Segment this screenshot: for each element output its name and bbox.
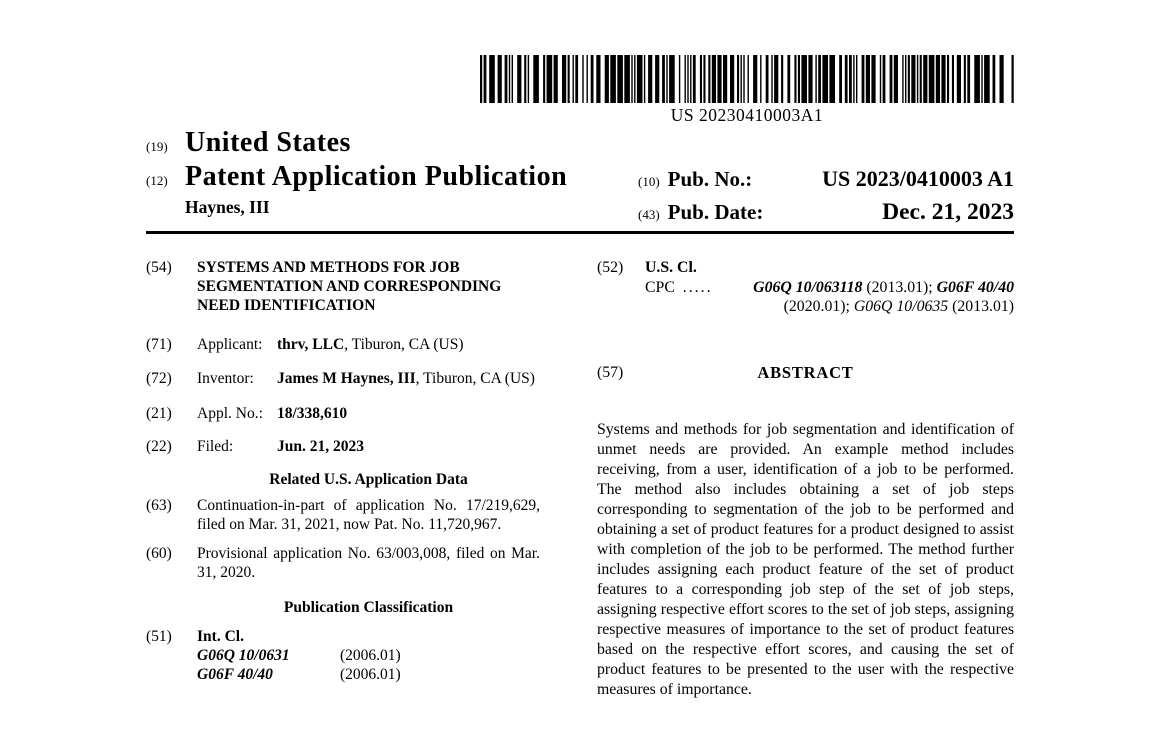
cpc-section: [597, 278, 1014, 317]
related-60-field-code: (60): [146, 545, 172, 562]
applicant-name: thrv, LLC: [277, 336, 345, 353]
doc-type-kind-code: (12): [146, 173, 168, 188]
related-60-text: Provisional application No. 63/003,008, filed on Mar. 31, 2020.: [197, 545, 540, 581]
us-cl-section: [597, 258, 1014, 278]
appl-no-section: [146, 404, 540, 423]
related-63-text: Continuation-in-part of application No. 17/219,629, filed on Mar. 31, 2021, now Pat. No. 11,720,967.: [197, 497, 540, 533]
publication-classification-heading: Publication Classification: [283, 599, 454, 616]
int-cl-entry-row: [146, 665, 540, 684]
inventor-inner: [197, 369, 540, 388]
inventor-address: , Tiburon, CA (US): [415, 370, 535, 387]
country-name: United States: [185, 127, 351, 158]
inventor-field-code: (72): [146, 370, 172, 387]
pub-date-label: Pub. Date:: [667, 200, 764, 224]
pub-date-line: [638, 197, 1014, 230]
header-left: [146, 126, 567, 218]
applicant-label: Applicant:: [197, 336, 263, 353]
country-line: [146, 126, 567, 160]
appl-no-value: 18/338,610: [277, 405, 348, 422]
filed-field-code: (22): [146, 438, 172, 455]
inventor-name: James M Haynes, III: [277, 370, 416, 387]
filed-section: [146, 437, 540, 456]
pub-date-kind-code: (43): [638, 207, 660, 222]
barcode-image: [480, 55, 1014, 103]
cpc-code: G06F 40/40: [936, 278, 1014, 296]
int-cl-entry-code: G06F 40/40: [197, 666, 273, 683]
inventor-value: [277, 369, 535, 388]
cpc-version: (2020.01);: [783, 298, 854, 315]
doc-type-line: [146, 160, 567, 194]
related-data-heading: Related U.S. Application Data: [269, 471, 468, 488]
int-cl-field-code: (51): [146, 628, 172, 645]
abstract-heading: ABSTRACT: [757, 362, 854, 382]
barcode-number: US 20230410003A1: [670, 105, 824, 125]
int-cl-entry-row: [146, 646, 540, 665]
us-cl-field-code: (52): [597, 259, 624, 276]
int-cl-entry-version: (2006.01): [340, 647, 401, 664]
cpc-label: CPC: [645, 278, 675, 296]
cpc-code: G06Q 10/063118: [753, 278, 863, 296]
cpc-code: G06Q 10/0635: [853, 298, 949, 315]
abstract-heading-row: [597, 363, 1014, 384]
us-cl-label: U.S. Cl.: [645, 259, 697, 276]
header-right: [638, 163, 1014, 230]
cpc-spacer: [597, 278, 645, 317]
related-63-section: [146, 496, 540, 534]
appl-no-label: Appl. No.:: [197, 405, 263, 422]
barcode-block: [480, 55, 1014, 126]
title-section: [146, 258, 540, 315]
int-cl-label: Int. Cl.: [197, 628, 244, 645]
invention-title: SYSTEMS AND METHODS FOR JOB SEGMENTATION AND CORRESPONDING NEED IDENTIFICATION: [197, 259, 502, 314]
int-cl-section: [146, 627, 540, 646]
pub-no-kind-code: (10): [638, 174, 660, 189]
pub-no-line: [638, 163, 1014, 197]
left-column: [146, 258, 540, 684]
applicant-field-code: (71): [146, 336, 172, 353]
applicant-section: [146, 335, 540, 354]
abstract-field-code: (57): [597, 363, 624, 381]
inventor-label: Inventor:: [197, 370, 254, 387]
cpc-codes: [753, 279, 1014, 316]
int-cl-entry-version: (2006.01): [340, 666, 401, 683]
abstract-text: Systems and methods for job segmentation and identification of unmet needs are provided. An example method includes receiving, from a user, identification of a job to be performed. The method also includes obtaining a set of job steps corresponding to segmentation of the job to be performed and obtaining a set of product features for a product designed to assist with completion of the job to be performed. The method further includes assigning each product feature of the set of product features to a corresponding job step of the set of job steps, assigning respective effort scores to the set of job steps, assigning respective measures of importance to the set of product features based on the respective effort scores, and causing the set of product features to be presented to the user with the respective measures of importance.: [597, 421, 1014, 698]
filed-date-value: Jun. 21, 2023: [277, 438, 364, 455]
header-inventor-surname: Haynes, III: [185, 197, 270, 217]
inventor-section: [146, 369, 540, 388]
pub-no-value: US 2023/0410003 A1: [822, 166, 1014, 191]
appl-no-inner: [197, 404, 540, 423]
pub-date-value: Dec. 21, 2023: [882, 199, 1014, 225]
cpc-content: [645, 278, 1014, 317]
filed-inner: [197, 437, 540, 456]
applicant-value: [277, 335, 540, 354]
int-cl-spacer: [146, 646, 197, 665]
header-divider-rule: [146, 231, 1014, 234]
int-cl-entry-code: G06Q 10/0631: [197, 647, 290, 664]
applicant-address: , Tiburon, CA (US): [344, 336, 464, 353]
appl-no-field-code: (21): [146, 405, 172, 422]
cpc-version: (2013.01);: [862, 278, 937, 296]
cpc-version: (2013.01): [948, 298, 1014, 315]
cpc-dots: .....: [682, 278, 713, 296]
int-cl-spacer: [146, 665, 197, 684]
related-63-field-code: (63): [146, 497, 172, 514]
right-column: [597, 258, 1014, 700]
filed-label: Filed:: [197, 438, 234, 455]
doc-type: Patent Application Publication: [185, 161, 568, 192]
related-60-section: [146, 544, 540, 582]
pub-no-label: Pub. No.:: [667, 167, 753, 191]
applicant-inner: [197, 335, 540, 354]
applicant-line: [197, 335, 540, 354]
country-kind-code: (19): [146, 139, 168, 154]
title-field-code: (54): [146, 259, 172, 276]
cpc-label-group: [645, 278, 713, 298]
